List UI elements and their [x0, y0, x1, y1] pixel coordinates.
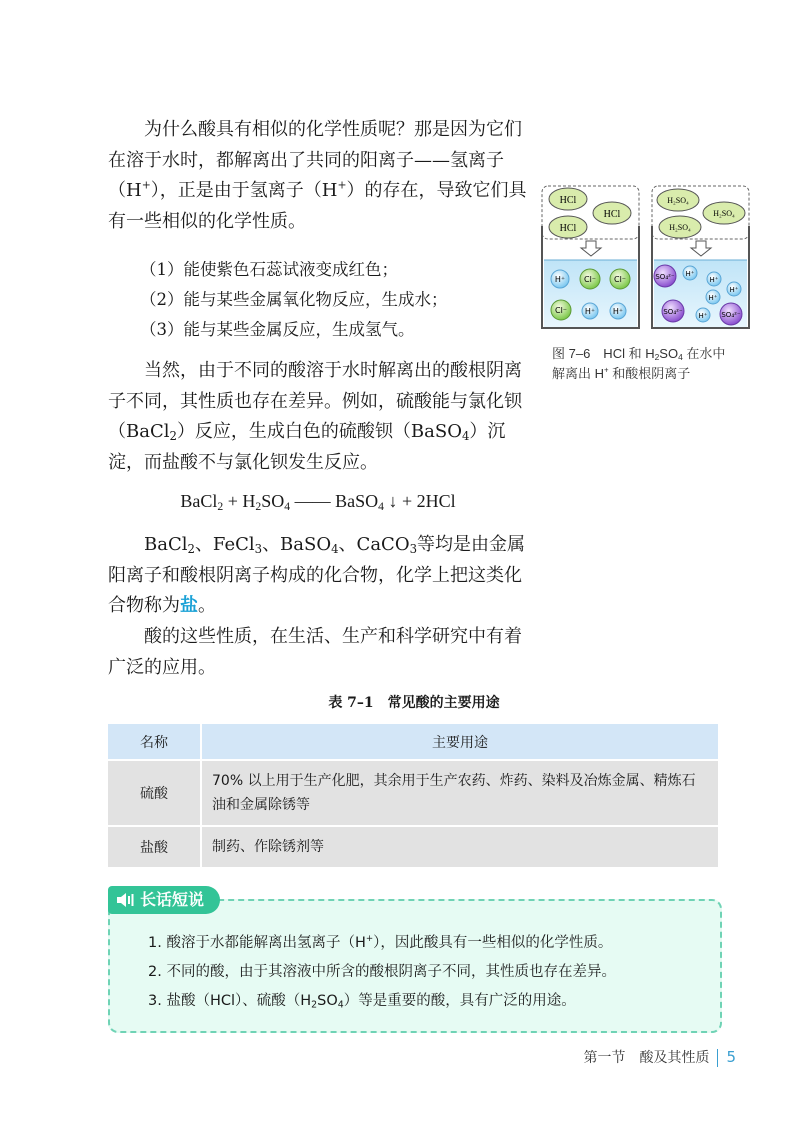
ion-label: Cl⁻	[613, 275, 627, 284]
subscript: 2	[217, 499, 224, 513]
table-row	[108, 826, 719, 868]
summary-tag	[108, 886, 220, 914]
text: ）反应，生成白色的硫酸钡（BaSO	[176, 421, 462, 442]
text: 、FeCl	[194, 534, 255, 555]
text: 解离出 H	[552, 366, 605, 381]
molecule-label: HCl	[559, 195, 577, 206]
text: SO	[317, 993, 338, 1009]
ion-label: H⁺	[685, 270, 695, 278]
text: 为什么酸具有相似的化学性质呢？那是因为它们在溶于水时，都解离出了共同的阳离子——氢离子（H	[108, 119, 522, 201]
molecule-label: HCl	[603, 209, 621, 220]
text: 3. 盐酸（HCl）、硫酸（H	[148, 993, 312, 1009]
text: 。	[198, 595, 216, 616]
acid-use-cell: 制药、作除锈剂等	[201, 826, 719, 868]
subscript: 2	[187, 541, 195, 556]
text: ↓ + 2HCl	[383, 491, 456, 511]
hcl-molecule	[593, 202, 631, 224]
property-item: （3）能与某些金属反应，生成氢气。	[140, 320, 415, 339]
acid-uses-table	[108, 724, 720, 869]
section-title: 第一节 酸及其性质	[583, 1050, 710, 1066]
subscript: 2	[311, 999, 318, 1011]
caption-line	[552, 344, 767, 364]
superscript: +	[337, 178, 347, 192]
subscript: 4	[337, 999, 344, 1011]
text: 图 7–6 HCl 和 H	[552, 346, 655, 361]
property-item: （1）能使紫色石蕊试液变成红色；	[140, 260, 398, 279]
page-number: 5	[726, 1048, 736, 1066]
ion-label: H⁺	[709, 276, 719, 284]
summary-tag-label: 长话短说	[140, 890, 205, 909]
subscript: 2	[255, 499, 262, 513]
subscript: 4	[378, 499, 384, 513]
subscript: 3	[409, 541, 418, 556]
text: 当然，由于不同的酸溶于水时解离出的酸根阴离子不同，其性质也存在差异。例如，硫酸能与氯化钡（BaCl	[108, 360, 522, 442]
table-header-row	[108, 724, 719, 760]
down-arrow-icon	[691, 241, 711, 256]
text: + H	[223, 491, 256, 511]
acid-use-cell: 70% 以上用于生产化肥，其余用于生产农药、炸药、染料及冶炼金属、精炼石油和金属除锈等	[201, 760, 719, 826]
text: SO	[659, 346, 679, 361]
text: 和酸根阴离子	[608, 366, 691, 381]
ion-label: SO₄²⁻	[655, 273, 675, 281]
subscript: 2	[169, 428, 177, 443]
ion-label: H⁺	[554, 275, 566, 284]
summary-item: 2. 不同的酸，由于其溶液中所含的酸根阴离子不同，其性质也存在差异。	[148, 964, 616, 980]
ion-label: H⁺	[708, 294, 718, 302]
ion-label: H⁺	[584, 307, 596, 316]
footer-divider	[717, 1049, 718, 1067]
summary-item	[148, 987, 708, 1016]
hcl-molecule	[549, 216, 587, 238]
molecule-label: H₂SO₄	[667, 196, 689, 205]
molecule-label: H₂SO₄	[669, 223, 691, 232]
text: ）沉淀，而盐酸不与氯化钡发生反应。	[108, 421, 506, 473]
page-footer	[583, 1047, 736, 1067]
ion-label: SO₄²⁻	[721, 311, 741, 319]
ion-label: H⁺	[612, 307, 624, 316]
hcl-molecule	[549, 188, 587, 210]
property-item: （2）能与某些金属氧化物反应，生成水；	[140, 290, 448, 309]
paragraph-salt-definition	[108, 530, 528, 622]
molecule-label: H₂SO₄	[713, 209, 735, 218]
subscript: 4	[284, 499, 291, 513]
text: ）等是重要的酸，具有广泛的用途。	[343, 993, 576, 1009]
acid-name-cell: 盐酸	[108, 826, 201, 868]
hcl-beaker	[542, 186, 639, 328]
ion-label: H⁺	[698, 312, 708, 320]
text: —— BaSO	[290, 491, 379, 511]
acid-name-cell: 硫酸	[108, 760, 201, 826]
summary-item	[148, 929, 708, 958]
text: 等均是由金属阳离子和酸根阴离子构成的化合物，化学上把这类化合物称为	[108, 534, 526, 616]
subscript: 4	[678, 352, 683, 363]
subscript: 4	[461, 428, 470, 443]
paragraph-applications	[108, 622, 528, 683]
chemical-equation	[108, 491, 528, 512]
paragraph-acid-similarity	[108, 115, 528, 237]
figure-caption	[552, 344, 767, 384]
text: 在水中	[682, 346, 726, 361]
ion-label: Cl⁻	[583, 275, 597, 284]
caption-line	[552, 364, 767, 384]
text: 酸的这些性质，在生活、生产和科学研究中有着广泛的应用。	[108, 626, 522, 678]
speaker-icon	[116, 893, 136, 907]
column-header-use: 主要用途	[201, 724, 719, 760]
down-arrow-icon	[581, 241, 601, 256]
text: ），因此酸具有一些相似的化学性质。	[373, 935, 613, 951]
paragraph-acid-differences	[108, 356, 528, 478]
text: 1. 酸溶于水都能解离出氢离子（H	[148, 935, 366, 951]
text: 、BaSO	[262, 534, 332, 555]
column-header-name: 名称	[108, 724, 201, 760]
text: 、CaCO	[338, 534, 410, 555]
ion-label: Cl⁻	[554, 306, 568, 315]
superscript: +	[141, 178, 151, 192]
summary-list	[148, 929, 708, 1016]
ion-label: SO₄²⁻	[663, 308, 683, 316]
superscript: +	[604, 365, 609, 375]
molecule-label: HCl	[559, 223, 577, 234]
figure-acid-dissociation	[538, 184, 768, 339]
acid-property-list	[108, 255, 528, 345]
table-title: 表 7–1 常见酸的主要用途	[328, 695, 500, 711]
subscript: 2	[654, 352, 660, 363]
text: ）的存在，导致它们具有一些相似的化学性质。	[108, 180, 527, 232]
ion-label: H⁺	[729, 286, 739, 294]
text: BaCl	[180, 491, 218, 511]
text: BaCl	[144, 534, 188, 555]
key-term-salt: 盐	[180, 595, 198, 616]
text: SO	[261, 491, 285, 511]
h2so4-beaker	[652, 186, 749, 328]
text: ），正是由于氢离子（H	[150, 180, 338, 201]
subscript: 4	[331, 541, 339, 556]
table-row	[108, 760, 719, 826]
superscript: +	[365, 933, 374, 944]
subscript: 3	[254, 541, 263, 556]
